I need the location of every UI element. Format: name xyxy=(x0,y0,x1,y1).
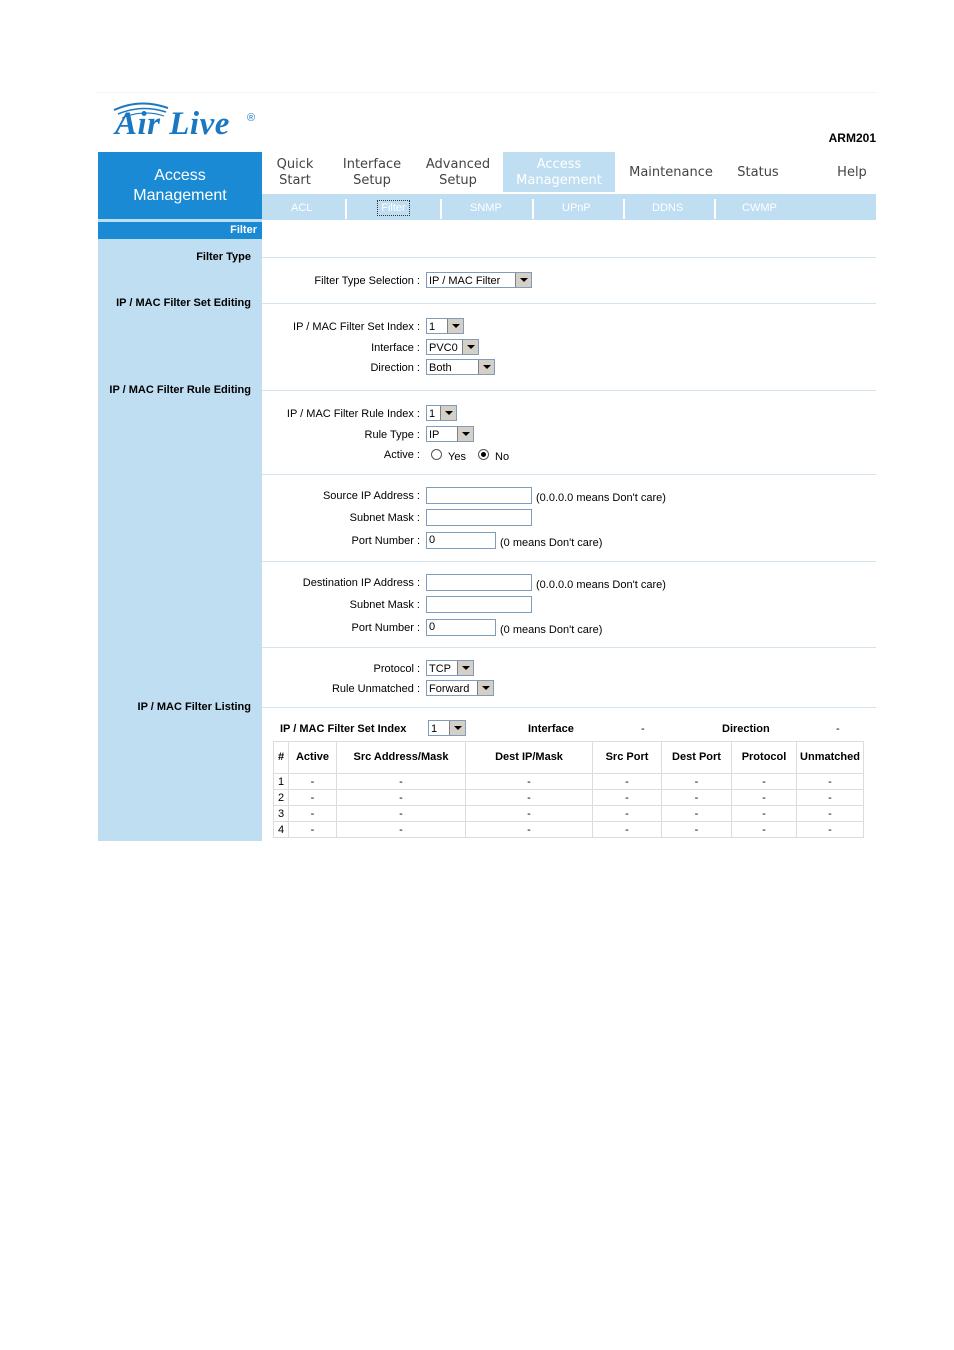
dest-ip-input[interactable] xyxy=(426,574,532,591)
source-port-label: Port Number : xyxy=(351,535,420,547)
filter-type-select[interactable] xyxy=(426,272,532,288)
nav-quick-start[interactable] xyxy=(270,157,320,189)
column-header: Unmatched xyxy=(797,742,864,774)
select-value: IP / MAC Filter xyxy=(429,275,501,287)
active-yes-label: Yes xyxy=(448,451,466,463)
section-title xyxy=(98,152,262,219)
table-cell: - xyxy=(466,806,593,822)
table-cell: - xyxy=(337,806,466,822)
source-ip-note: (0.0.0.0 means Don't care) xyxy=(536,492,666,504)
column-header: Protocol xyxy=(732,742,797,774)
filter-listing-table xyxy=(273,741,864,838)
listing-direction-value: - xyxy=(836,723,840,735)
section-title-line2: Management xyxy=(133,187,227,204)
rule-index-select[interactable] xyxy=(426,405,457,421)
table-cell: 3 xyxy=(274,806,289,822)
source-mask-input[interactable] xyxy=(426,509,532,526)
model-name: ARM201 xyxy=(828,131,876,145)
filter-bar xyxy=(98,222,262,239)
chevron-down-icon xyxy=(457,427,473,441)
filter-type-label: Filter Type Selection : xyxy=(314,275,420,287)
table-cell: - xyxy=(797,806,864,822)
nav-label: Advanced xyxy=(425,157,491,172)
dest-ip-label: Destination IP Address : xyxy=(302,577,420,589)
rule-type-label: Rule Type : xyxy=(364,429,420,441)
select-value: PVC0 xyxy=(429,342,458,354)
column-header: Dest Port xyxy=(662,742,732,774)
chevron-down-icon xyxy=(478,360,494,374)
select-value: Both xyxy=(429,362,452,374)
table-cell: - xyxy=(732,790,797,806)
table-cell: - xyxy=(337,790,466,806)
column-header: # xyxy=(274,742,289,774)
protocol-label: Protocol : xyxy=(373,663,420,675)
table-header-row xyxy=(274,742,864,774)
subnav-snmp[interactable]: SNMP xyxy=(470,202,502,214)
subnav-separator xyxy=(532,199,534,219)
nav-label: Start xyxy=(279,173,311,188)
direction-label: Direction : xyxy=(370,362,420,374)
subnav-ddns[interactable]: DDNS xyxy=(652,202,684,214)
select-value: Forward xyxy=(429,683,470,695)
nav-advanced-setup[interactable] xyxy=(422,157,494,189)
nav-maintenance[interactable]: Maintenance xyxy=(629,165,713,180)
interface-label: Interface : xyxy=(371,342,420,354)
active-label: Active : xyxy=(383,449,420,461)
table-cell: - xyxy=(732,822,797,838)
left-sidebar xyxy=(98,219,262,841)
dest-mask-label: Subnet Mask : xyxy=(349,599,420,611)
column-header: Dest IP/Mask xyxy=(466,742,593,774)
table-cell: - xyxy=(289,774,337,790)
subnav-separator xyxy=(440,199,442,219)
select-value: 1 xyxy=(429,408,436,420)
table-cell: - xyxy=(466,774,593,790)
table-cell: - xyxy=(593,790,662,806)
table-cell: 2 xyxy=(274,790,289,806)
divider xyxy=(262,647,876,648)
table-cell: - xyxy=(732,806,797,822)
nav-help[interactable]: Help xyxy=(837,165,867,180)
table-cell: - xyxy=(797,774,864,790)
source-mask-label: Subnet Mask : xyxy=(349,512,420,524)
dest-ip-note: (0.0.0.0 means Don't care) xyxy=(536,579,666,591)
table-row xyxy=(274,790,864,806)
subnav-separator xyxy=(345,199,347,219)
interface-select[interactable] xyxy=(426,339,479,355)
chevron-down-icon xyxy=(447,319,463,333)
nav-label: Management xyxy=(516,173,602,188)
table-cell: - xyxy=(466,822,593,838)
divider xyxy=(262,707,876,708)
dest-mask-input[interactable] xyxy=(426,596,532,613)
active-yes-radio[interactable] xyxy=(431,449,442,460)
nav-label: Setup xyxy=(439,173,477,188)
set-index-select[interactable] xyxy=(426,318,464,334)
filter-heading: Filter xyxy=(230,224,257,236)
divider xyxy=(262,257,876,258)
subnav-separator xyxy=(623,199,625,219)
divider xyxy=(262,474,876,475)
set-editing-heading: IP / MAC Filter Set Editing xyxy=(116,297,251,309)
listing-interface-value: - xyxy=(641,723,645,735)
nav-access-management[interactable] xyxy=(508,157,610,189)
select-value: 1 xyxy=(429,321,436,333)
table-cell: - xyxy=(662,822,732,838)
listing-set-index-label: IP / MAC Filter Set Index xyxy=(280,723,407,735)
rule-unmatched-label: Rule Unmatched : xyxy=(331,683,420,695)
table-cell: - xyxy=(593,806,662,822)
table-cell: - xyxy=(662,806,732,822)
table-cell: - xyxy=(466,790,593,806)
table-cell: 4 xyxy=(274,822,289,838)
direction-select[interactable] xyxy=(426,359,495,375)
chevron-down-icon xyxy=(462,340,478,354)
table-cell: - xyxy=(289,822,337,838)
rule-index-label: IP / MAC Filter Rule Index : xyxy=(286,408,420,420)
section-title-line1: Access xyxy=(154,167,206,184)
divider xyxy=(262,303,876,304)
nav-label: Quick xyxy=(276,157,314,172)
select-value: IP xyxy=(429,429,440,441)
chevron-down-icon xyxy=(440,406,456,420)
table-cell: 1 xyxy=(274,774,289,790)
listing-interface-label: Interface xyxy=(528,723,574,735)
protocol-select[interactable] xyxy=(426,660,474,676)
nav-status[interactable]: Status xyxy=(737,165,779,180)
table-row xyxy=(274,774,864,790)
table-cell: - xyxy=(732,774,797,790)
nav-interface-setup[interactable] xyxy=(338,157,406,189)
rule-type-select[interactable] xyxy=(426,426,474,442)
table-row xyxy=(274,806,864,822)
chevron-down-icon xyxy=(515,273,531,287)
nav-label: Interface xyxy=(342,157,402,172)
table-cell: - xyxy=(593,774,662,790)
source-port-input[interactable]: 0 xyxy=(426,532,496,549)
filter-type-heading: Filter Type xyxy=(196,251,251,263)
table-cell: - xyxy=(662,790,732,806)
table-cell: - xyxy=(797,822,864,838)
table-cell: - xyxy=(337,774,466,790)
active-no-radio[interactable] xyxy=(478,449,489,460)
subnav-upnp[interactable]: UPnP xyxy=(562,202,591,214)
filter-bar-right xyxy=(262,222,876,239)
table-cell: - xyxy=(289,806,337,822)
source-port-note: (0 means Don't care) xyxy=(500,537,603,549)
column-header: Src Address/Mask xyxy=(337,742,466,774)
chevron-down-icon xyxy=(457,661,473,675)
subnav-acl[interactable]: ACL xyxy=(291,202,313,214)
table-cell: - xyxy=(289,790,337,806)
subnav-filter[interactable]: Filter xyxy=(377,200,410,216)
table-cell: - xyxy=(593,822,662,838)
chevron-down-icon xyxy=(477,681,493,695)
subnav-cwmp[interactable]: CWMP xyxy=(742,202,777,214)
divider xyxy=(262,390,876,391)
source-ip-input[interactable] xyxy=(426,487,532,504)
source-ip-label: Source IP Address : xyxy=(322,490,420,502)
header-divider xyxy=(95,92,877,93)
rule-editing-heading: IP / MAC Filter Rule Editing xyxy=(109,384,251,396)
listing-direction-label: Direction xyxy=(722,723,770,735)
nav-label: Setup xyxy=(353,173,391,188)
table-cell: - xyxy=(662,774,732,790)
select-value: TCP xyxy=(429,663,451,675)
listing-set-index-select[interactable] xyxy=(428,720,466,736)
table-cell: - xyxy=(337,822,466,838)
active-no-label: No xyxy=(495,451,510,463)
table-row xyxy=(274,822,864,838)
nav-label: Access xyxy=(536,157,582,172)
divider xyxy=(262,561,876,562)
dest-port-note: (0 means Don't care) xyxy=(500,624,603,636)
column-header: Src Port xyxy=(593,742,662,774)
logo: Air Live xyxy=(115,106,230,142)
table-cell: - xyxy=(797,790,864,806)
subnav-separator xyxy=(714,199,716,219)
listing-heading: IP / MAC Filter Listing xyxy=(137,701,251,713)
dest-port-label: Port Number : xyxy=(351,622,420,634)
dest-port-input[interactable]: 0 xyxy=(426,619,496,636)
select-value: 1 xyxy=(431,723,438,735)
column-header: Active xyxy=(289,742,337,774)
rule-unmatched-select[interactable] xyxy=(426,680,494,696)
chevron-down-icon xyxy=(449,721,465,735)
set-index-label: IP / MAC Filter Set Index : xyxy=(293,321,420,333)
logo-registered-mark: ® xyxy=(247,112,256,124)
